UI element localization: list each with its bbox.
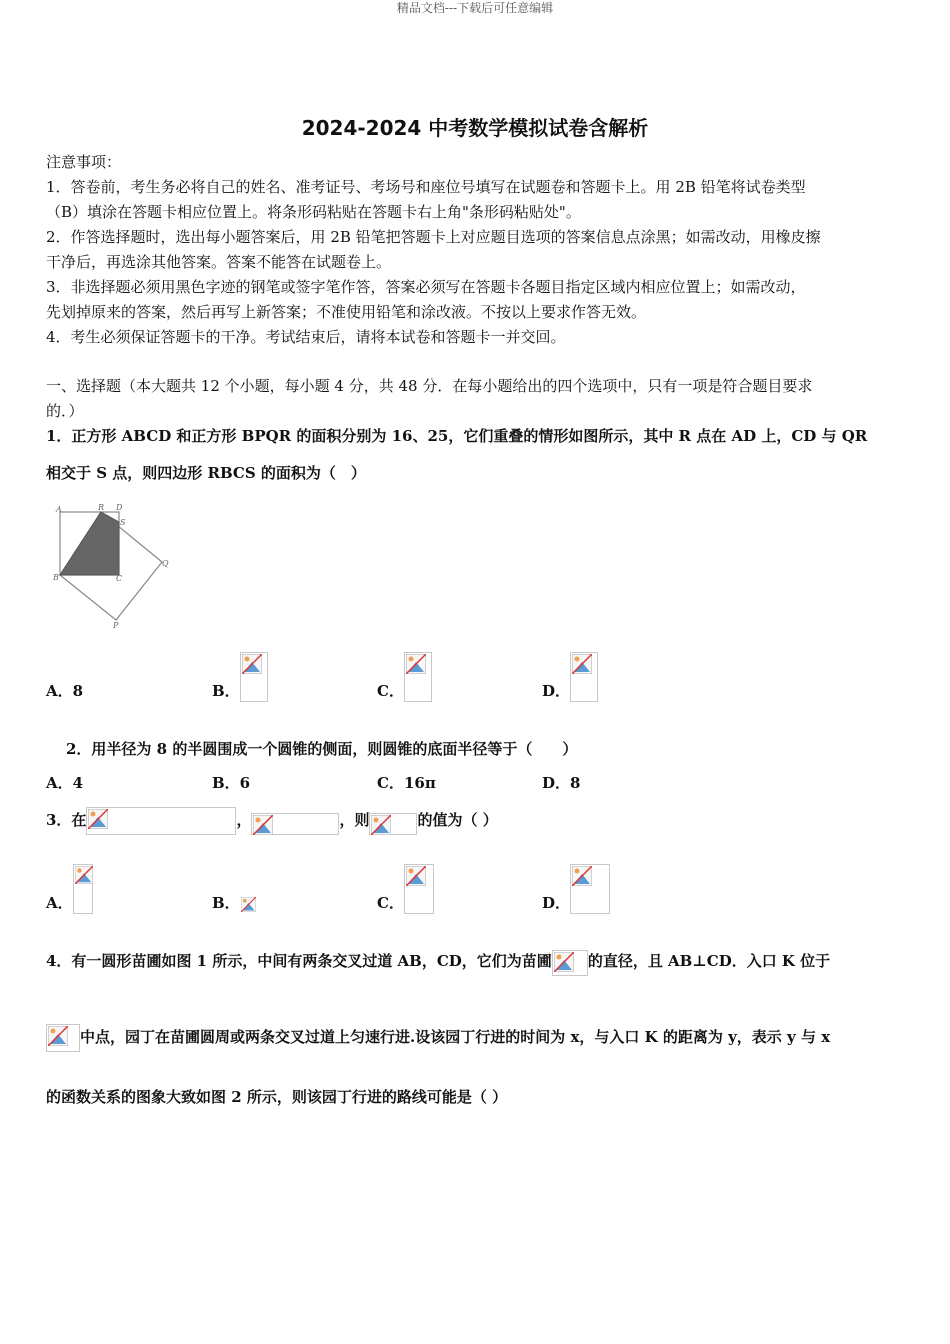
q4-stem-line-3: 的函数关系的图象大致如图 2 所示，则该园丁行进的路线可能是（ ） [46,1088,508,1106]
label-r: R [98,503,105,512]
notice-block [46,150,906,350]
q2-option-a[interactable]: A．4 [46,774,84,792]
page-title: 2024-2024 中考数学模拟试卷含解析 [301,116,649,140]
q2-option-c[interactable]: C．16π [377,774,436,792]
label-c: C [116,574,123,583]
q4-stem-line-2: 中点，园丁在苗圃圆周或两条交叉过道上匀速行进.设该园丁行进的时间为 x，与入口 K 的距离为 y，表示 y 与 x [46,1022,830,1052]
broken-image-icon [404,652,432,702]
q2-option-b[interactable]: B．6 [212,774,251,792]
q2-options [46,750,906,794]
notice-heading: 注意事项： [46,153,122,171]
broken-image-icon [240,652,268,702]
notice-line-4: 干净后，再选涂其他答案。答案不能答在试题卷上。 [46,253,392,271]
q3-stem: 3．在 ， ，则 的值为（ ） [46,805,498,835]
label-s: S [120,518,126,527]
notice-line-1: 1．答卷前，考生务必将自己的姓名、准考证号、考场号和座位号填写在试题卷和答题卡上。用 2B 铅笔将试卷类型 [46,178,806,196]
q1-options [46,652,906,702]
q2-stem: 2．用半径为 8 的半圆围成一个圆锥的侧面，则圆锥的底面半径等于（ ） [66,740,578,758]
label-d: D [116,503,123,512]
broken-image-icon [73,864,93,914]
notice-line-6: 先划掉原来的答案，然后再写上新答案；不准使用铅笔和涂改液。不按以上要求作答无效。 [46,303,647,321]
q3-option-b[interactable]: B． [212,892,256,914]
q2-option-d[interactable]: D．8 [542,774,581,792]
section-line-2: 的．） [46,402,84,420]
label-a: A [56,505,62,514]
q1-option-c[interactable]: C． [377,652,432,702]
broken-image-icon [404,864,434,914]
broken-image-icon [570,864,610,914]
q1-figure [46,500,186,639]
notice-line-2: （B）填涂在答题卡相应位置上。将条形码粘贴在答题卡右上角"条形码粘贴处"。 [46,203,581,221]
q1-option-d[interactable]: D． [542,652,598,702]
notice-line-3: 2．作答选择题时，选出每小题答案后，用 2B 铅笔把答题卡上对应题目选项的答案信息点涂黑；如需改动，用橡皮擦 [46,228,821,246]
q1-stem-line-1: 1．正方形 ABCD 和正方形 BPQR 的面积分别为 16、25，它们重叠的情形如图所示，其中 R 点在 AD 上，CD 与 QR [46,427,868,445]
q3-option-a[interactable]: A． [46,864,93,914]
broken-image-icon [552,950,588,976]
q4-stem-line-1: 4．有一圆形苗圃如图 1 所示，中间有两条交叉过道 AB，CD，它们为苗圃 的直径，且 AB⊥CD．入口 K 位于 [46,946,830,976]
label-p: P [113,621,119,630]
broken-image-icon [570,652,598,702]
broken-image-icon [251,813,339,835]
label-b: B [53,573,59,582]
q1-option-b[interactable]: B． [212,652,268,702]
q1-stem-line-2: 相交于 S 点，则四边形 RBCS 的面积为（ ） [46,464,366,482]
broken-image-icon [369,813,417,835]
section-line-1: 一、选择题（本大题共 12 个小题，每小题 4 分，共 48 分．在每小题给出的四个选项中，只有一项是符合题目要求 [46,377,813,395]
q1-option-a[interactable]: A．8 [46,682,84,700]
label-q: Q [162,559,169,568]
header-note: 精品文档---下载后可任意编辑 [396,1,554,15]
section-heading [46,374,906,424]
square-overlap-diagram [46,500,186,635]
q3-option-c[interactable]: C． [377,864,434,914]
notice-line-5: 3．非选择题必须用黑色字迹的钢笔或签字笔作答，答案必须写在答题卡各题目指定区域内相应位置上；如需改动， [46,278,806,296]
q3-option-d[interactable]: D． [542,864,610,914]
q3-options [46,864,906,914]
broken-image-icon [86,807,236,835]
broken-image-icon [46,1024,80,1052]
broken-image-icon [240,896,256,914]
notice-line-7: 4．考生必须保证答题卡的干净。考试结束后，请将本试卷和答题卡一并交回。 [46,328,566,346]
